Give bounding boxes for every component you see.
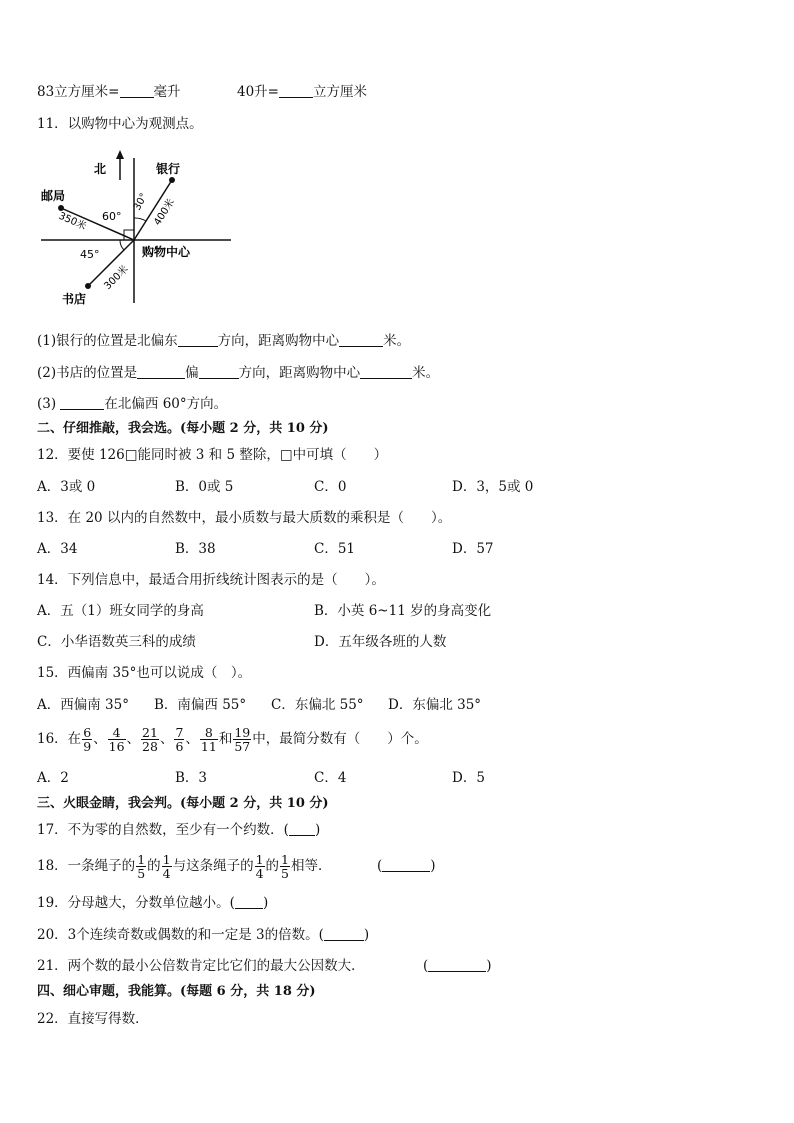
q12-stem: 12．要使 126□能同时被 3 和 5 整除，□中可填（ ） [37, 447, 388, 463]
bookstore-angle-label: 45° [80, 248, 100, 261]
separator: 、 [126, 731, 141, 747]
q13-option-a[interactable]: A．34 [37, 541, 78, 557]
q18-answer [377, 849, 436, 883]
conversion-a-right: 毫升 [153, 84, 181, 100]
answer-blank[interactable] [60, 395, 104, 410]
fraction [141, 726, 159, 753]
paren-open: ( [377, 858, 383, 874]
q16-option-d[interactable]: D．5 [452, 770, 485, 786]
q16-stem [37, 722, 428, 756]
q11-part1 [37, 332, 410, 350]
separator: 、 [185, 731, 199, 747]
bookstore-angle-arc [120, 240, 124, 250]
q16-option-a[interactable]: A．2 [37, 770, 69, 786]
answer-blank[interactable] [137, 364, 185, 379]
north-arrow-head [116, 150, 124, 159]
q21 [37, 957, 757, 975]
q21-text: 21．两个数的最小公倍数肯定比它们的最大公因数大． [37, 958, 365, 974]
q11-part3 [37, 395, 227, 413]
section-2-heading: 二、仔细推敲，我会选。(每小题 2 分，共 10 分) [37, 421, 329, 436]
q11-stem: 11．以购物中心为观测点。 [37, 116, 203, 132]
q11-p1-text-c: 米。 [383, 333, 411, 349]
fraction [280, 853, 290, 880]
q17-text: 17．不为零的自然数，至少有一个约数．( [37, 822, 289, 838]
denominator: 4 [255, 866, 264, 881]
q16-options [37, 769, 757, 787]
separator: 、 [93, 731, 107, 747]
conversion-b-left: 40升= [237, 84, 279, 100]
numerator: 19 [234, 725, 251, 740]
q13-option-c[interactable]: C．51 [314, 541, 356, 557]
bank-point [169, 177, 175, 183]
q11-p2-text-c: 方向，距离购物中心 [238, 365, 361, 381]
post-angle-label: 60° [102, 210, 122, 223]
bookstore-distance-label: 300米 [102, 263, 131, 293]
north-label: 北 [94, 162, 107, 176]
answer-blank[interactable] [339, 332, 383, 347]
q11-p2-text-b: 偏 [185, 365, 199, 381]
denominator: 11 [200, 739, 217, 754]
q15-option-d[interactable]: D．东偏北 35° [388, 697, 482, 713]
denominator: 9 [83, 739, 92, 754]
answer-blank[interactable] [360, 364, 412, 379]
q14-option-a[interactable]: A．五（1）班女同学的身高 [37, 603, 204, 619]
q12-options [37, 478, 757, 496]
q18 [37, 849, 757, 883]
direction-diagram [36, 148, 236, 313]
answer-blank[interactable] [324, 926, 364, 941]
q22-stem: 22．直接写得数． [37, 1011, 149, 1027]
fraction [200, 726, 218, 753]
q20-text: 20．3个连续奇数或偶数的和一定是 3的倍数。( [37, 927, 324, 943]
answer-blank[interactable] [178, 332, 218, 347]
answer-blank[interactable] [199, 364, 239, 379]
q16-option-c[interactable]: C．4 [314, 770, 347, 786]
q11-part2 [37, 364, 439, 382]
q12-option-d[interactable]: D．3，5或 0 [452, 479, 534, 495]
q11-p2-text-a: (2)书店的位置是 [37, 365, 138, 381]
q14-option-c[interactable]: C．小华语数英三科的成绩 [37, 634, 196, 650]
fraction [136, 853, 146, 880]
q14-stem: 14．下列信息中，最适合用折线统计图表示的是（ ）。 [37, 572, 385, 588]
q15-option-b[interactable]: B．南偏西 55° [154, 697, 247, 713]
denominator: 4 [162, 866, 171, 881]
paren-close: ) [486, 958, 492, 974]
bookstore-point [85, 283, 91, 289]
section-4-heading: 四、细心审题，我能算。(每题 6 分，共 18 分) [37, 984, 316, 999]
section-3-heading: 三、火眼金睛，我会判。(每小题 2 分，共 10 分) [37, 796, 329, 811]
q11-p2-text-d: 米。 [412, 365, 440, 381]
q12-option-a[interactable]: A．3或 0 [37, 479, 96, 495]
q15-option-a[interactable]: A．西偏南 35° [37, 697, 129, 713]
paren-open: ( [423, 958, 429, 974]
q18-text-a: 18．一条绳子的 [37, 858, 136, 874]
post-office-label: 邮局 [41, 189, 66, 203]
q13-option-d[interactable]: D．57 [452, 541, 494, 557]
bank-angle-label: 30° [131, 191, 150, 213]
q12-option-c[interactable]: C．0 [314, 479, 347, 495]
q11-p1-text-a: (1)银行的位置是北偏东 [37, 333, 178, 349]
q16-suffix: 中，最简分数有（ ）个。 [252, 731, 428, 747]
q14-options-row1 [37, 602, 757, 620]
numerator: 4 [108, 726, 126, 740]
paren-close: ) [262, 895, 269, 911]
post-distance-label: 350米 [56, 210, 88, 233]
denominator: 5 [137, 866, 146, 881]
numerator: 1 [137, 852, 146, 867]
q18-text-b: 的 [147, 858, 161, 874]
denominator: 16 [108, 739, 125, 754]
q16-prefix: 16．在 [37, 731, 82, 747]
fraction [233, 726, 251, 753]
q18-text-c: 与这条绳子的 [172, 858, 254, 874]
q16-option-b[interactable]: B．3 [175, 770, 208, 786]
q18-text-e: 相等． [291, 858, 332, 874]
q19 [37, 894, 268, 912]
q18-text-d: 的 [265, 858, 280, 874]
fraction [174, 726, 184, 753]
q13-option-b[interactable]: B．38 [175, 541, 216, 557]
q16-and: 和 [218, 731, 233, 747]
numerator: 1 [162, 852, 171, 867]
q14-option-b[interactable]: B．小英 6~11 岁的身高变化 [314, 603, 492, 619]
bookstore-label: 书店 [62, 292, 87, 306]
q14-option-d[interactable]: D．五年级各班的人数 [314, 634, 447, 650]
q15-stem: 15．西偏南 35°也可以说成（ ）。 [37, 665, 252, 681]
q15-options [37, 696, 757, 714]
bank-distance-label: 400米 [152, 197, 177, 228]
numerator: 6 [83, 725, 92, 740]
denominator: 57 [234, 739, 251, 754]
q13-options [37, 540, 757, 558]
q21-answer [423, 957, 492, 975]
answer-blank[interactable] [120, 83, 154, 98]
numerator: 8 [200, 726, 218, 740]
q14-options-row2 [37, 633, 757, 651]
fraction [82, 726, 92, 753]
q13-stem: 13．在 20 以内的自然数中，最小质数与最大质数的乘积是（ ）。 [37, 510, 452, 526]
q12-option-b[interactable]: B．0或 5 [175, 479, 234, 495]
denominator: 6 [175, 739, 184, 754]
q15-option-c[interactable]: C．东偏北 55° [271, 697, 364, 713]
paren-close: ) [430, 858, 436, 874]
answer-blank[interactable] [289, 821, 315, 836]
q11-p3-text-b: 在北偏西 60°方向。 [104, 396, 228, 412]
bank-angle-arc [134, 218, 146, 221]
answer-blank[interactable] [235, 894, 263, 909]
q20 [37, 926, 369, 944]
bank-label: 银行 [156, 162, 181, 176]
answer-blank[interactable] [382, 857, 430, 872]
answer-blank[interactable] [428, 957, 486, 972]
q19-text: 19．分母越大，分数单位越小。( [37, 895, 235, 911]
conversion-a-left: 83立方厘米= [37, 84, 120, 100]
q17 [37, 821, 320, 839]
numerator: 7 [175, 725, 184, 740]
q11-p3-text-a: (3) [37, 396, 61, 412]
denominator: 5 [281, 866, 289, 881]
fraction [108, 726, 126, 753]
separator: 、 [159, 731, 174, 747]
numerator: 1 [255, 852, 264, 867]
unit-conversion-line [37, 83, 367, 101]
numerator: 1 [281, 852, 289, 867]
conversion-b-right: 立方厘米 [313, 84, 367, 100]
mall-label: 购物中心 [142, 245, 191, 259]
q11-p1-text-b: 方向，距离购物中心 [217, 333, 340, 349]
denominator: 28 [142, 739, 158, 754]
answer-blank[interactable] [279, 83, 313, 98]
paren-close: ) [314, 822, 321, 838]
paren-close: ) [363, 927, 370, 943]
fraction [255, 853, 265, 880]
conversion-b [237, 83, 367, 101]
numerator: 21 [142, 725, 158, 740]
fraction [162, 853, 172, 880]
